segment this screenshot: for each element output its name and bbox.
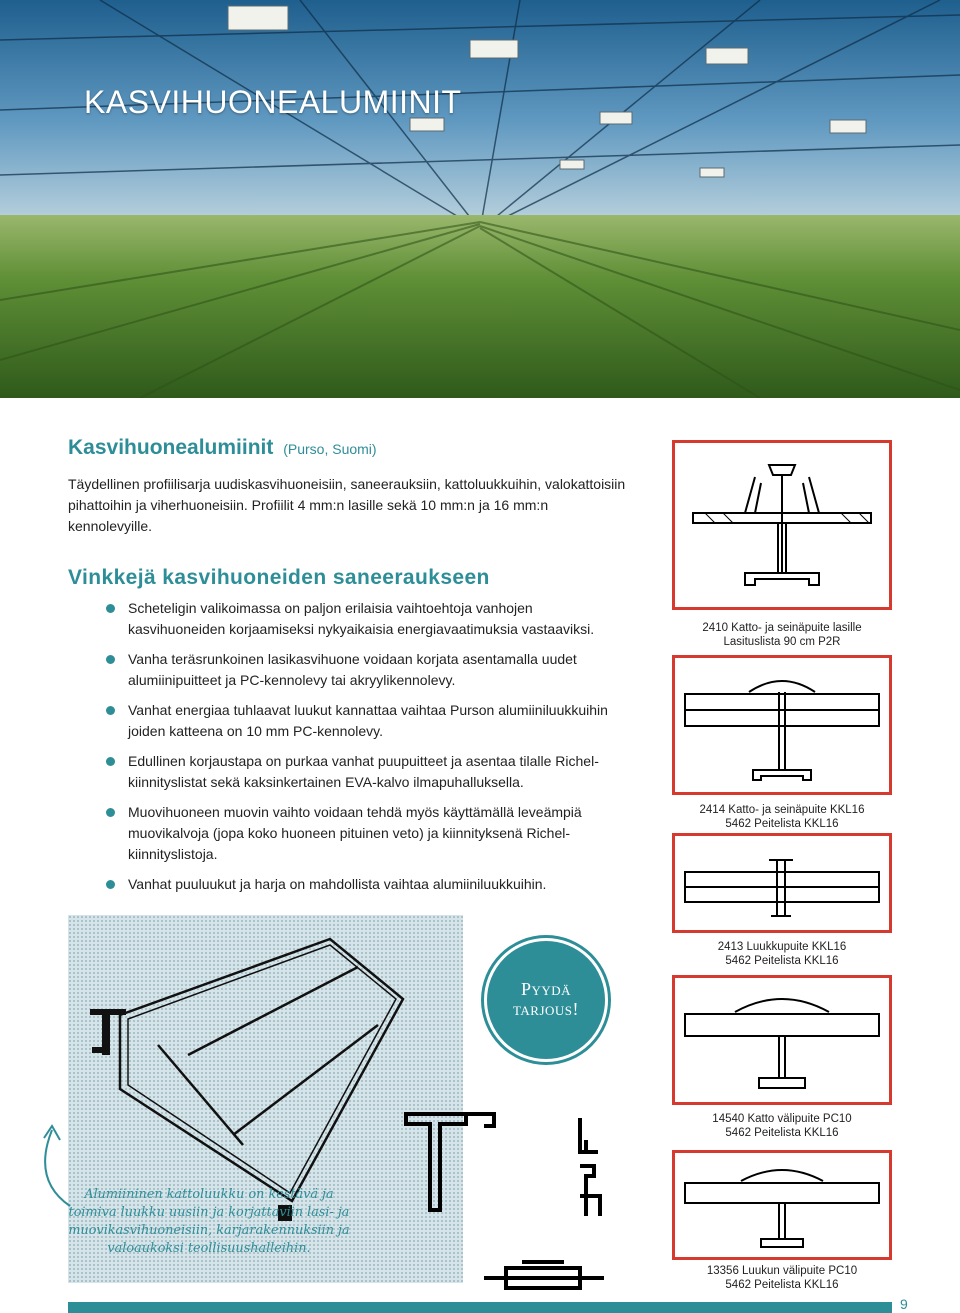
badge-line-2: tarjous! — [512, 999, 580, 1019]
profile-caption-2413: 2413 Luukkupuite KKL16 5462 Peitelista KKL16 — [717, 941, 847, 967]
section-title-main: Kasvihuonealumiinit — [68, 436, 274, 459]
profile-drawing-icon — [675, 443, 889, 607]
tips-list — [106, 598, 626, 904]
profile-drawing-14540 — [672, 975, 892, 1105]
section-title — [68, 436, 377, 460]
section-subtitle: (Purso, Suomi) — [283, 441, 377, 457]
profile-drawing-2414 — [672, 655, 892, 795]
intro-paragraph: Täydellinen profiilisarja uudiskasvihuoneisiin, saneerauksiin, kattoluukkuihin, valokattoisiin pihattoihin ja viherhuoneisiin. Profiilit 4 mm:n lasille sekä 10 mm:n ja 16 mm:n kennolevyille. — [68, 476, 626, 534]
list-item: Muovihuoneen muovin vaihto voidaan tehdä myös käyttämällä leveämpiä muovikalvoja (jopa koko huoneen pituinen veto) ja kiinnityksenä Richel-kiinnityslistoja. — [106, 802, 626, 865]
badge-line-1: Pyydä — [520, 979, 572, 999]
profile-caption-14540: 14540 Katto välipuite PC10 5462 Peitelista KKL16 — [712, 1113, 852, 1139]
list-item: Vanhat puuluukut ja harja on mahdollista vaihtaa alumiiniluukkuihin. — [106, 874, 626, 895]
list-item: Edullinen korjaustapa on purkaa vanhat puupuitteet ja asentaa tilalle Richel-kiinnityslistat sekä kaksinkertainen EVA-kalvo ilmapuhalluksella. — [106, 751, 626, 793]
hero-title: KASVIHUONEALUMIINIT — [84, 84, 462, 120]
profile-drawing-icon — [675, 836, 889, 930]
profile-drawing-icon — [675, 658, 889, 792]
profile-caption-2414: 2414 Katto- ja seinäpuite KKL16 5462 Peitelista KKL16 — [699, 804, 865, 830]
bullet-icon — [106, 880, 115, 889]
tips-title: Vinkkejä kasvihuoneiden saneeraukseen — [68, 566, 490, 589]
profile-drawing-icon — [675, 1153, 889, 1257]
request-quote-badge — [484, 938, 608, 1062]
list-item: Vanhat energiaa tuhlaavat luukut kannattaa vaihtaa Purson alumiiniluukkuihin joiden katteena on 10 mm PC-kennolevy. — [106, 700, 626, 742]
bullet-icon — [106, 757, 115, 766]
profile-drawing-2413 — [672, 833, 892, 933]
bullet-icon — [106, 604, 115, 613]
page-number: 9 — [900, 1296, 908, 1312]
list-item: Vanha teräsrunkoinen lasikasvihuone voidaan korjata asentamalla uudet alumiinipuitteet ja PC-kennolevy tai akryylikennolevy. — [106, 649, 626, 691]
profile-caption-13356: 13356 Luukun välipuite PC10 5462 Peitelista KKL16 — [706, 1265, 858, 1291]
list-item: Scheteligin valikoimassa on paljon erilaisia vaihtoehtoja vanhojen kasvihuoneiden korjaamiseksi nykyaikaisia energiavaatimuksia vastaaviksi. — [106, 598, 626, 640]
profile-drawing-icon — [675, 978, 889, 1102]
profile-sections-icon — [396, 1100, 636, 1290]
bullet-icon — [106, 808, 115, 817]
hatch-description: Alumiininen kattoluukku on kestävä ja toimiva luukku uusiin ja korjattaviin lasi- ja muovikasvihuoneisiin, karjarakennuksiin ja valoaukoksi teollisuushalleihin. — [68, 1187, 350, 1256]
profile-drawing-2410 — [672, 440, 892, 610]
profile-drawing-13356 — [672, 1150, 892, 1260]
bullet-icon — [106, 655, 115, 664]
hero-image — [0, 0, 960, 398]
profile-caption-2410: 2410 Katto- ja seinäpuite lasille Lasituslista 90 cm P2R — [702, 622, 862, 648]
footer-bar — [68, 1302, 892, 1313]
bullet-icon — [106, 706, 115, 715]
greenhouse-photo — [0, 0, 960, 398]
profile-sections-drawing — [396, 1100, 636, 1295]
